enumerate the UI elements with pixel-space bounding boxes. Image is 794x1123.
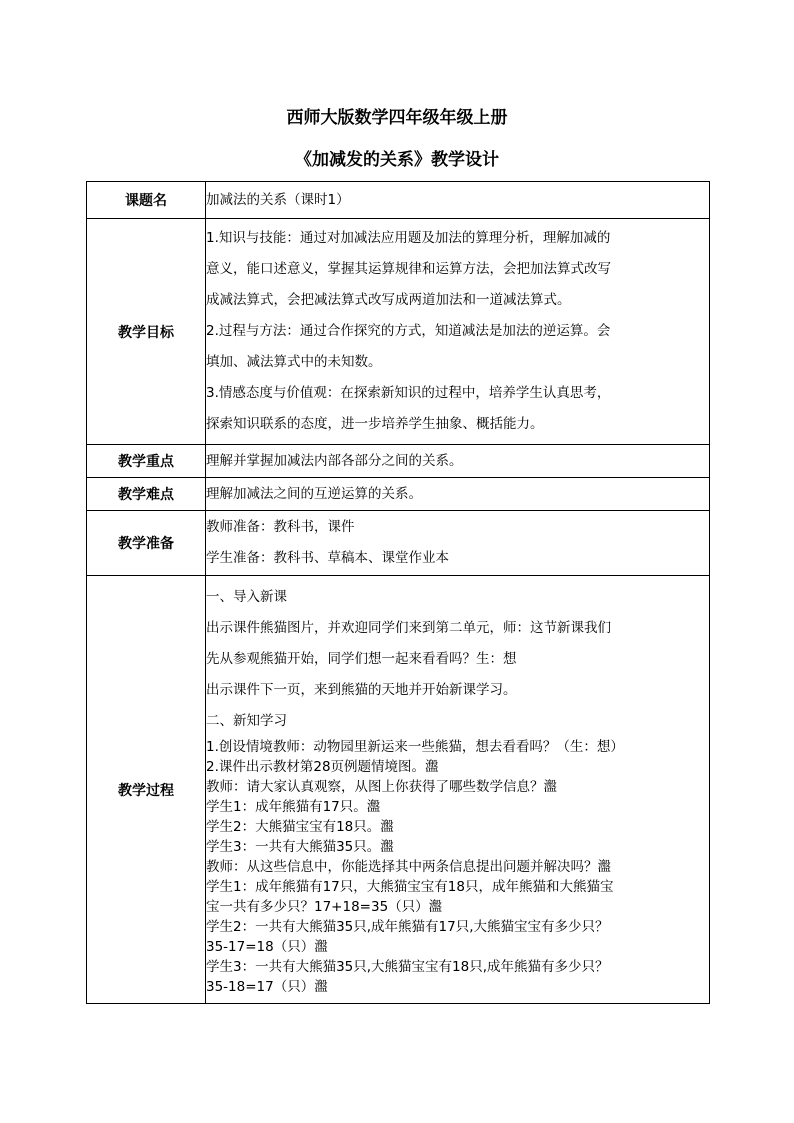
document-title: 西师大版数学四年级年级上册 bbox=[286, 108, 508, 128]
text-line: 2.过程与方法：通过合作探究的方式，知道减法是加法的逆运算。会 bbox=[206, 323, 611, 339]
text-line: 35-18=17（只）瀊 bbox=[206, 979, 328, 995]
content-process bbox=[206, 576, 710, 1004]
text-line: 意义，能口述意义，掌握其运算规律和运算方法，会把加法算式改写 bbox=[206, 261, 611, 277]
content-topic bbox=[206, 182, 710, 219]
text-line: 35-17=18（只）瀊 bbox=[206, 939, 328, 955]
row-difficulties bbox=[87, 478, 710, 511]
label-topic: 课题名 bbox=[87, 182, 206, 219]
text-line: 学生3：一共有大熊猫35只,大熊猫宝宝有18只,成年熊猫有多少只？ bbox=[206, 959, 609, 975]
text-line: 理解加减法之间的互逆运算的关系。 bbox=[206, 485, 422, 502]
row-objectives bbox=[87, 219, 710, 445]
content-preparation bbox=[206, 511, 710, 576]
text-line: 理解并掌握加减法内部各部分之间的关系。 bbox=[206, 452, 463, 469]
text-line: 加减法的关系（课时1） bbox=[206, 191, 350, 208]
content-key-points bbox=[206, 445, 710, 478]
text-line: 学生1：成年熊猫有17只。瀊 bbox=[206, 799, 381, 815]
label-key-points: 教学重点 bbox=[87, 445, 206, 478]
text-line: 学生3：一共有大熊猫35只。瀊 bbox=[206, 839, 394, 855]
text-line: 3.情感态度与价值观：在探索新知识的过程中，培养学生认真思考， bbox=[206, 385, 611, 401]
lesson-plan-table bbox=[86, 181, 710, 1004]
label-difficulties: 教学难点 bbox=[87, 478, 206, 511]
text-line: 填加、减法算式中的未知数。 bbox=[206, 354, 382, 370]
text-line: 学生1：成年熊猫有17只，大熊猫宝宝有18只，成年熊猫和大熊猫宝 bbox=[206, 879, 614, 895]
text-line: 教师：请大家认真观察，从图上你获得了哪些数学信息？瀊 bbox=[206, 779, 557, 795]
text-line: 学生2：一共有大熊猫35只,成年熊猫有17只,大熊猫宝宝有多少只？ bbox=[206, 919, 609, 935]
text-line: 教师准备：教科书，课件 bbox=[206, 519, 355, 535]
text-line: 教师：从这些信息中，你能选择其中两条信息提出问题并解决吗？瀊 bbox=[206, 859, 611, 875]
label-preparation: 教学准备 bbox=[87, 511, 206, 576]
content-objectives bbox=[206, 219, 710, 445]
text-line: 成减法算式，会把减法算式改写成两道加法和一道减法算式。 bbox=[206, 292, 571, 308]
label-process: 教学过程 bbox=[87, 576, 206, 1004]
text-line: 一、导入新课 bbox=[206, 589, 287, 605]
text-line: 1.知识与技能：通过对加减法应用题及加法的算理分析，理解加减的 bbox=[206, 230, 611, 246]
text-line: 学生准备：教科书、草稿本、课堂作业本 bbox=[206, 550, 449, 566]
row-process bbox=[87, 576, 710, 1004]
text-line: 探索知识联系的态度，进一步培养学生抽象、概括能力。 bbox=[206, 416, 544, 432]
text-line: 出示课件熊猫图片，并欢迎同学们来到第二单元，师：这节新课我们 bbox=[206, 620, 611, 636]
text-line: 2.课件出示教材第28页例题情境图。瀊 bbox=[206, 759, 439, 775]
label-objectives: 教学目标 bbox=[87, 219, 206, 445]
text-line: 出示课件下一页，来到熊猫的天地并开始新课学习。 bbox=[206, 682, 517, 698]
text-line: 先从参观熊猫开始，同学们想一起来看看吗？生：想 bbox=[206, 651, 517, 667]
row-preparation bbox=[87, 511, 710, 576]
text-line: 二、新知学习 bbox=[206, 713, 287, 729]
text-line: 宝一共有多少只？17+18=35（只）瀊 bbox=[206, 899, 443, 915]
row-key-points bbox=[87, 445, 710, 478]
text-line: 1.创设情境教师：动物园里新运来一些熊猫，想去看看吗？（生：想） bbox=[206, 739, 624, 755]
row-topic bbox=[87, 182, 710, 219]
content-difficulties bbox=[206, 478, 710, 511]
document-subtitle: 《加减发的关系》教学设计 bbox=[295, 150, 499, 170]
text-line: 学生2：大熊猫宝宝有18只。瀊 bbox=[206, 819, 394, 835]
